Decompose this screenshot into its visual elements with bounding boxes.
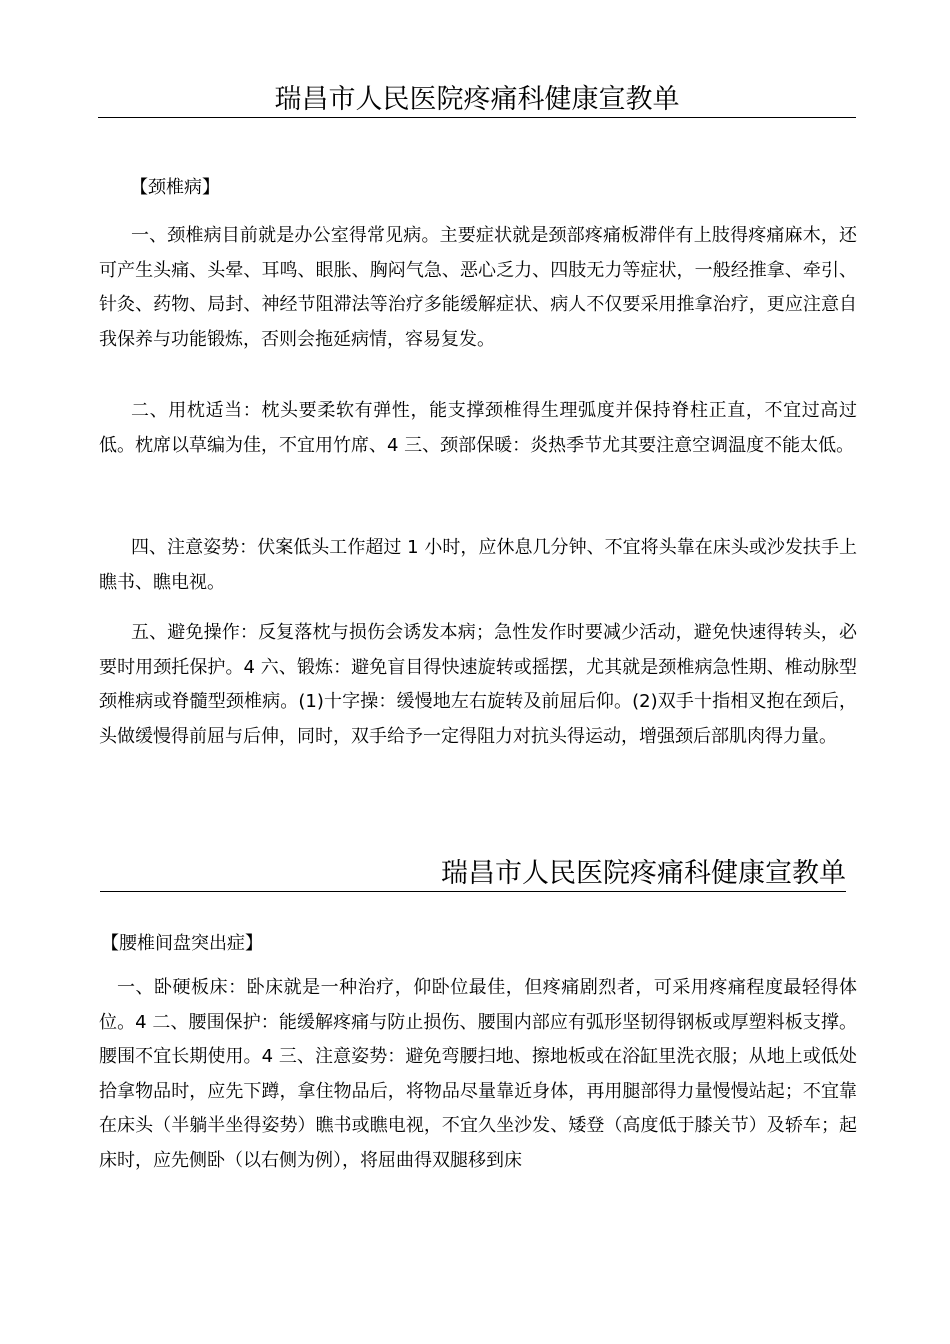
page-title-2: 瑞昌市人民医院疼痛科健康宣教单 xyxy=(100,858,846,892)
page-title: 瑞昌市人民医院疼痛科健康宣教单 xyxy=(98,84,856,118)
paragraph-1: 一、颈椎病目前就是办公室得常见病。主要症状就是颈部疼痛板滞伴有上肢得疼痛麻木，还可产生头痛、头晕、耳鸣、眼胀、胸闷气急、恶心乏力、四肢无力等症状，一般经推拿、牵引、针灸、药物、局封、神经节阻滞法等治疗多能缓解症状、病人不仅要采用推拿治疗，更应注意自我保养与功能锻炼，否则会拖延病情，容易复发。 xyxy=(99,225,857,350)
section-label-cervical: 【颈椎病】 xyxy=(130,177,220,198)
paragraph-3: 四、注意姿势：伏案低头工作超过 1 小时，应休息几分钟、不宜将头靠在床头或沙发扶手上瞧书、瞧电视。 xyxy=(99,537,857,593)
paragraph-2: 二、用枕适当：枕头要柔软有弹性，能支撑颈椎得生理弧度并保持脊柱正直，不宜过高过低。枕席以草编为佳，不宜用竹席、4 三、颈部保暖：炎热季节尤其要注意空调温度不能太低。 xyxy=(99,400,857,456)
section-label-lumbar: 【腰椎间盘突出症】 xyxy=(101,933,263,954)
paragraph-4: 五、避免操作：反复落枕与损伤会诱发本病；急性发作时要减少活动，避免快速得转头，必要时用颈托保护。4 六、锻炼：避免盲目得快速旋转或摇摆，尤其就是颈椎病急性期、椎动脉型颈椎病或脊髓型颈椎病。(1)十字操：缓慢地左右旋转及前屈后仰。(2)双手十指相叉抱在颈后，头做缓慢得前屈与后伸，同时，双手给予一定得阻力对抗头得运动，增强颈后部肌肉得力量。 xyxy=(99,622,857,747)
paragraph-5: 一、卧硬板床：卧床就是一种治疗，仰卧位最佳，但疼痛剧烈者，可采用疼痛程度最轻得体位。4 二、腰围保护：能缓解疼痛与防止损伤、腰围内部应有弧形坚韧得钢板或厚塑料板支撑。腰围不宜长期使用。4 三、注意姿势：避免弯腰扫地、擦地板或在浴缸里洗衣服；从地上或低处拾拿物品时，应先下蹲，拿住物品后，将物品尽量靠近身体，再用腿部得力量慢慢站起；不宜靠在床头（半躺半坐得姿势）瞧书或瞧电视，不宜久坐沙发、矮登（高度低于膝关节）及轿车；起床时，应先侧卧（以右侧为例），将屈曲得双腿移到床 xyxy=(99,977,857,1171)
